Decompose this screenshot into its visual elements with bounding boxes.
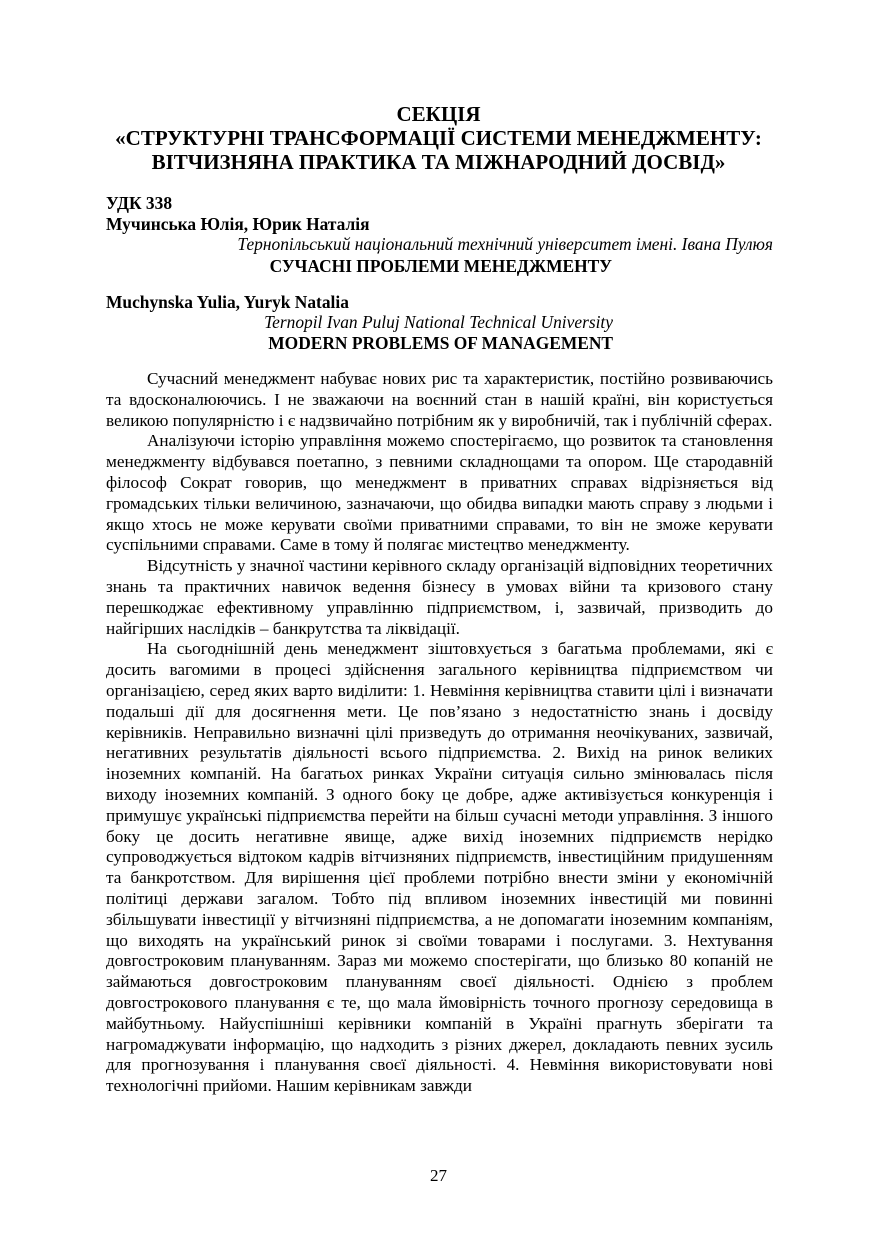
body-paragraph: Сучасний менеджмент набуває нових рис та характеристик, постійно розвиваючись та вдосконалюючись. І не зважаючи на воєнний стан в нашій країні, він користується великою популярністю і є надзвичайно потрібним як у виробничій, так і публічній сферах. — [106, 369, 773, 430]
section-heading-line-1: СЕКЦІЯ — [396, 102, 481, 126]
affiliation-ukrainian: Тернопільський національний технічний університет імені. Івана Пулюя — [237, 234, 773, 254]
article-title-english: MODERN PROBLEMS OF MANAGEMENT — [268, 333, 613, 353]
affiliation-english: Ternopil Ivan Puluj National Technical University — [264, 312, 613, 332]
section-heading-line-3: ВІТЧИЗНЯНА ПРАКТИКА ТА МІЖНАРОДНИЙ ДОСВІД» — [151, 150, 726, 174]
body-paragraph: На сьогоднішній день менеджмент зіштовхується з багатьма проблемами, які є досить вагомими в процесі здійснення загального керівництва підприємством чи організацією, серед яких варто виділити: 1. Невміння керівництва ставити цілі і визначати подальші дії для досягнення мети. Це пов’язано з недостатністю знань і досвіду керівників. Неправильно визначні цілі призведуть до отримання неочікуваних, зазвичай, негативних результатів діяльності всього підприємства. 2. Вихід на ринок великих іноземних компаній. На багатьох ринках України ситуація сильно змінювалась після виходу іноземних компаній. З одного боку це добре, адже активізується конкуренція і примушує українські підприємства перейти на більш сучасні методи управління. З іншого боку це досить негативне явище, адже вихід іноземних підприємств нерідко супроводжується відтоком кадрів вітчизняних підприємств, інвестиційним придушенням та банкротством. Для вирішення цієї проблеми потрібно внести зміни у економічній політиці держави загалом. Тобто під впливом іноземних інвестицій ми повинні збільшувати інвестиції у вітчизняні підприємства, а не допомагати іноземним компаніям, що виходять на український ринок зі своїми товарами і послугами. 3. Нехтування довгостроковим плануванням. Зараз ми можемо спостерігати, що близько 80 копаній не займаються довгостроковим плануванням своєї діяльності. Однією з проблем довгострокового планування є те, що мала ймовірність точного прогнозу середовища в майбутньому. Найуспішніші керівники компаній в Україні прагнуть зберігати та нагромаджувати інформацію, що надходить з різних джерел, докладають певних зусиль для прогнозування і планування своєї діяльності. 4. Невміння використовувати нові технологічні прийоми. Нашим керівникам завжди — [106, 639, 773, 1096]
authors-ukrainian: Мучинська Юлія, Юрик Наталія — [106, 214, 370, 234]
section-heading — [60, 102, 817, 174]
article-title-ukrainian: СУЧАСНІ ПРОБЛЕМИ МЕНЕДЖМЕНТУ — [269, 256, 612, 276]
body-paragraph: Відсутність у значної частини керівного складу організацій відповідних теоретичних знань та практичних навичок ведення бізнесу в умовах війни та кризового стану перешкоджає ефективному управлінню підприємством, і, зазвичай, призводить до найгірших наслідків – банкрутства та ліквідації. — [106, 556, 773, 638]
article-body — [106, 369, 773, 1097]
udk-code: УДК 338 — [106, 193, 173, 213]
body-paragraph: Аналізуючи історію управління можемо спостерігаємо, що розвиток та становлення менеджменту відбувався поетапно, з певними складнощами та опором. Ще стародавній філософ Сократ говорив, що менеджмент в приватних справах відрізняється від громадських тільки величиною, зазначаючи, що обидва випадки мають справу з людьми і якщо хтось не може керувати своїми приватними справами, то він не зможе керувати суспільними справами. Саме в тому й полягає мистецтво менеджменту. — [106, 431, 773, 555]
authors-english: Muchynska Yulia, Yuryk Natalia — [106, 292, 349, 312]
section-heading-line-2: «СТРУКТУРНІ ТРАНСФОРМАЦІЇ СИСТЕМИ МЕНЕДЖМЕНТУ: — [115, 126, 762, 150]
page-number: 27 — [430, 1166, 447, 1185]
